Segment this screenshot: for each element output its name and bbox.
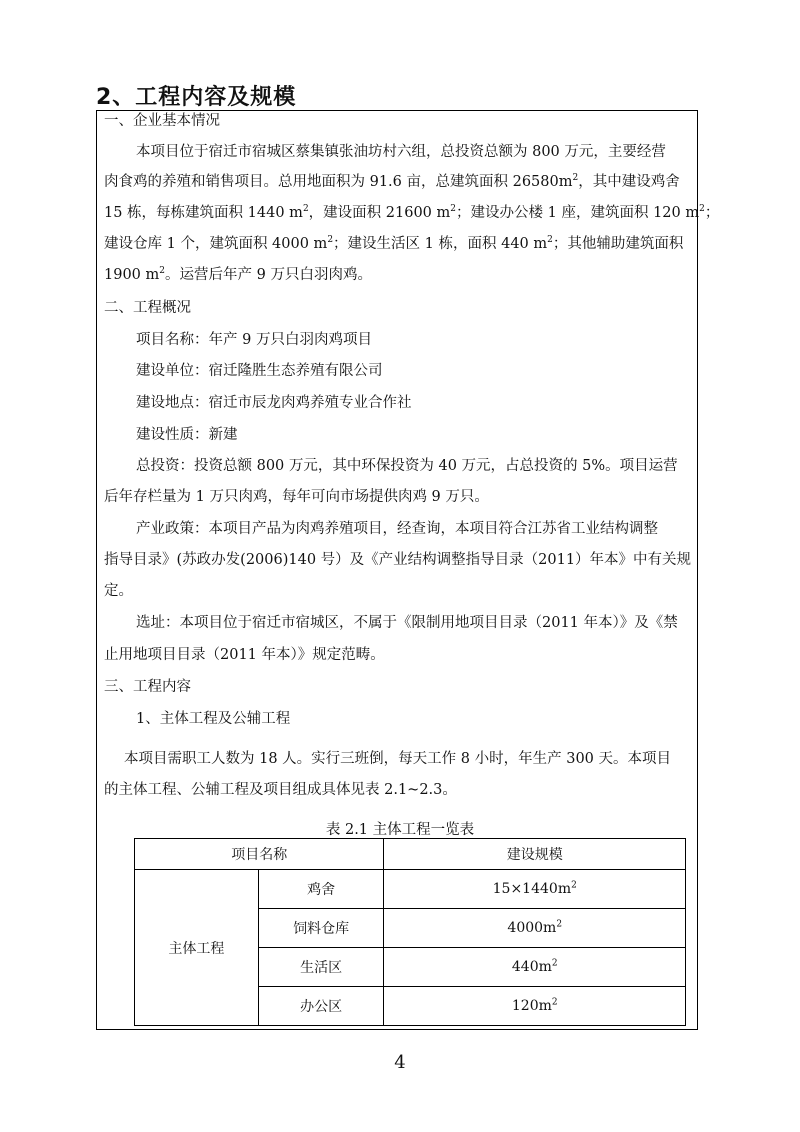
subsection-title-3: 三、工程内容 [104, 679, 191, 695]
paragraph-line: 选址：本项目位于宿迁市宿城区，不属于《限制用地项目目录（2011 年本）》及《禁 [136, 615, 678, 631]
table-caption: 表 2.1 主体工程一览表 [325, 822, 475, 838]
paragraph-line: 15 栋，每栋建筑面积 1440 $m^2$，建设面积 21600 $m^2$；建设办公楼 1 座，建筑面积 120 $m^2$； [104, 204, 720, 221]
paragraph-line: 指导目录》(苏政办发(2006)140 号）及《产业结构调整指导目录（2011）年本》中有关规 [104, 552, 692, 568]
construction-nature: 建设性质：新建 [136, 427, 238, 443]
paragraph-line: 止用地项目目录（2011 年本）》规定范畴。 [104, 647, 385, 663]
row-scale: $120m^2$ [384, 987, 686, 1026]
row-scale: $440m^2$ [384, 948, 686, 987]
paragraph-line: 定。 [104, 583, 133, 599]
paragraph-line: 后年存栏量为 1 万只肉鸡，每年可向市场提供肉鸡 9 万只。 [104, 489, 489, 505]
row-name: 生活区 [258, 948, 384, 987]
row-name: 办公区 [258, 987, 384, 1026]
construction-site: 建设地点：宿迁市辰龙肉鸡养殖专业合作社 [136, 395, 412, 411]
subsection-title-2: 二、工程概况 [104, 300, 191, 316]
header-project-name: 项目名称 [135, 839, 384, 870]
project-name: 项目名称：年产 9 万只白羽肉鸡项目 [136, 332, 372, 348]
table-row [135, 870, 686, 909]
paragraph-line: 产业政策：本项目产品为肉鸡养殖项目，经查询，本项目符合江苏省工业结构调整 [136, 521, 658, 537]
header-scale: 建设规模 [384, 839, 686, 870]
section-heading: 2、工程内容及规模 [96, 85, 297, 110]
main-works-table [134, 838, 686, 1026]
paragraph-line: 总投资：投资总额 800 万元，其中环保投资为 40 万元，占总投资的 5%。项目运营 [136, 458, 678, 474]
page-number: 4 [394, 1052, 406, 1073]
subsection-title-1: 一、企业基本情况 [104, 113, 220, 129]
paragraph-line: 的主体工程、公辅工程及项目组成具体见表 2.1~2.3。 [104, 782, 457, 798]
construction-unit: 建设单位：宿迁隆胜生态养殖有限公司 [136, 363, 383, 379]
row-scale: $4000m^2$ [384, 909, 686, 948]
row-name: 鸡舍 [258, 870, 384, 909]
table-header-row [135, 839, 686, 870]
row-scale: $15\times 1440m^2$ [384, 870, 686, 909]
paragraph-line: 本项目位于宿迁市宿城区蔡集镇张油坊村六组，总投资总额为 800 万元，主要经营 [136, 144, 666, 160]
paragraph-line: 本项目需职工人数为 18 人。实行三班倒，每天工作 8 小时，年生产 300 天。本项目 [124, 751, 672, 767]
sub-heading: 1、主体工程及公辅工程 [136, 711, 291, 727]
group-cell: 主体工程 [135, 870, 259, 1026]
row-name: 饲料仓库 [258, 909, 384, 948]
paragraph-line: 1900 $m^2$。运营后年产 9 万只白羽肉鸡。 [104, 266, 372, 283]
paragraph-line: 建设仓库 1 个，建筑面积 4000 $m^2$；建设生活区 1 栋，面积 440 $m^2$；其他辅助建筑面积 [104, 235, 684, 252]
paragraph-line: 肉食鸡的养殖和销售项目。总用地面积为 91.6 亩，总建筑面积 $26580m^2$，其中建设鸡舍 [104, 173, 680, 190]
